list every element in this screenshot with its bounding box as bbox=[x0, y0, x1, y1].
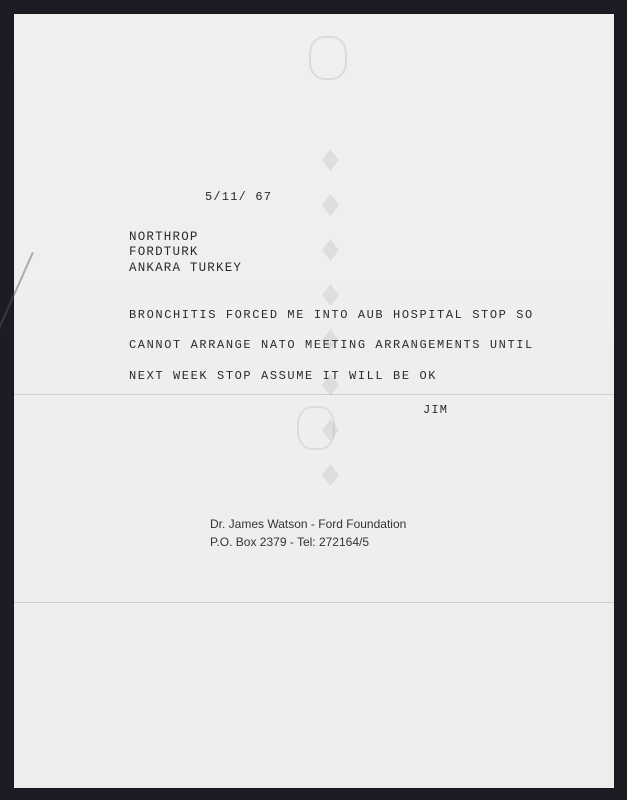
address-line-1: NORTHROP bbox=[129, 230, 199, 244]
document-date: 5/11/ 67 bbox=[205, 190, 273, 204]
address-line-2: FORDTURK bbox=[129, 245, 199, 259]
sender-stamp-line-2: P.O. Box 2379 - Tel: 272164/5 bbox=[210, 535, 370, 549]
message-line-2: CANNOT ARRANGE NATO MEETING ARRANGEMENTS UNTIL bbox=[129, 338, 534, 352]
message-line-3: NEXT WEEK STOP ASSUME IT WILL BE OK bbox=[129, 369, 438, 383]
watermark: ♦♦♦♦♦♦♦♦ bbox=[313, 144, 348, 504]
paper-sheet bbox=[14, 14, 614, 788]
address-line-3: ANKARA TURKEY bbox=[129, 261, 243, 275]
signature: JIM bbox=[423, 403, 449, 417]
sender-stamp-line-1: Dr. James Watson - Ford Foundation bbox=[210, 517, 407, 531]
message-line-1: BRONCHITIS FORCED ME INTO AUB HOSPITAL STOP SO bbox=[129, 308, 534, 322]
watermark-knot-icon bbox=[309, 36, 347, 80]
pen-mark bbox=[0, 252, 34, 340]
